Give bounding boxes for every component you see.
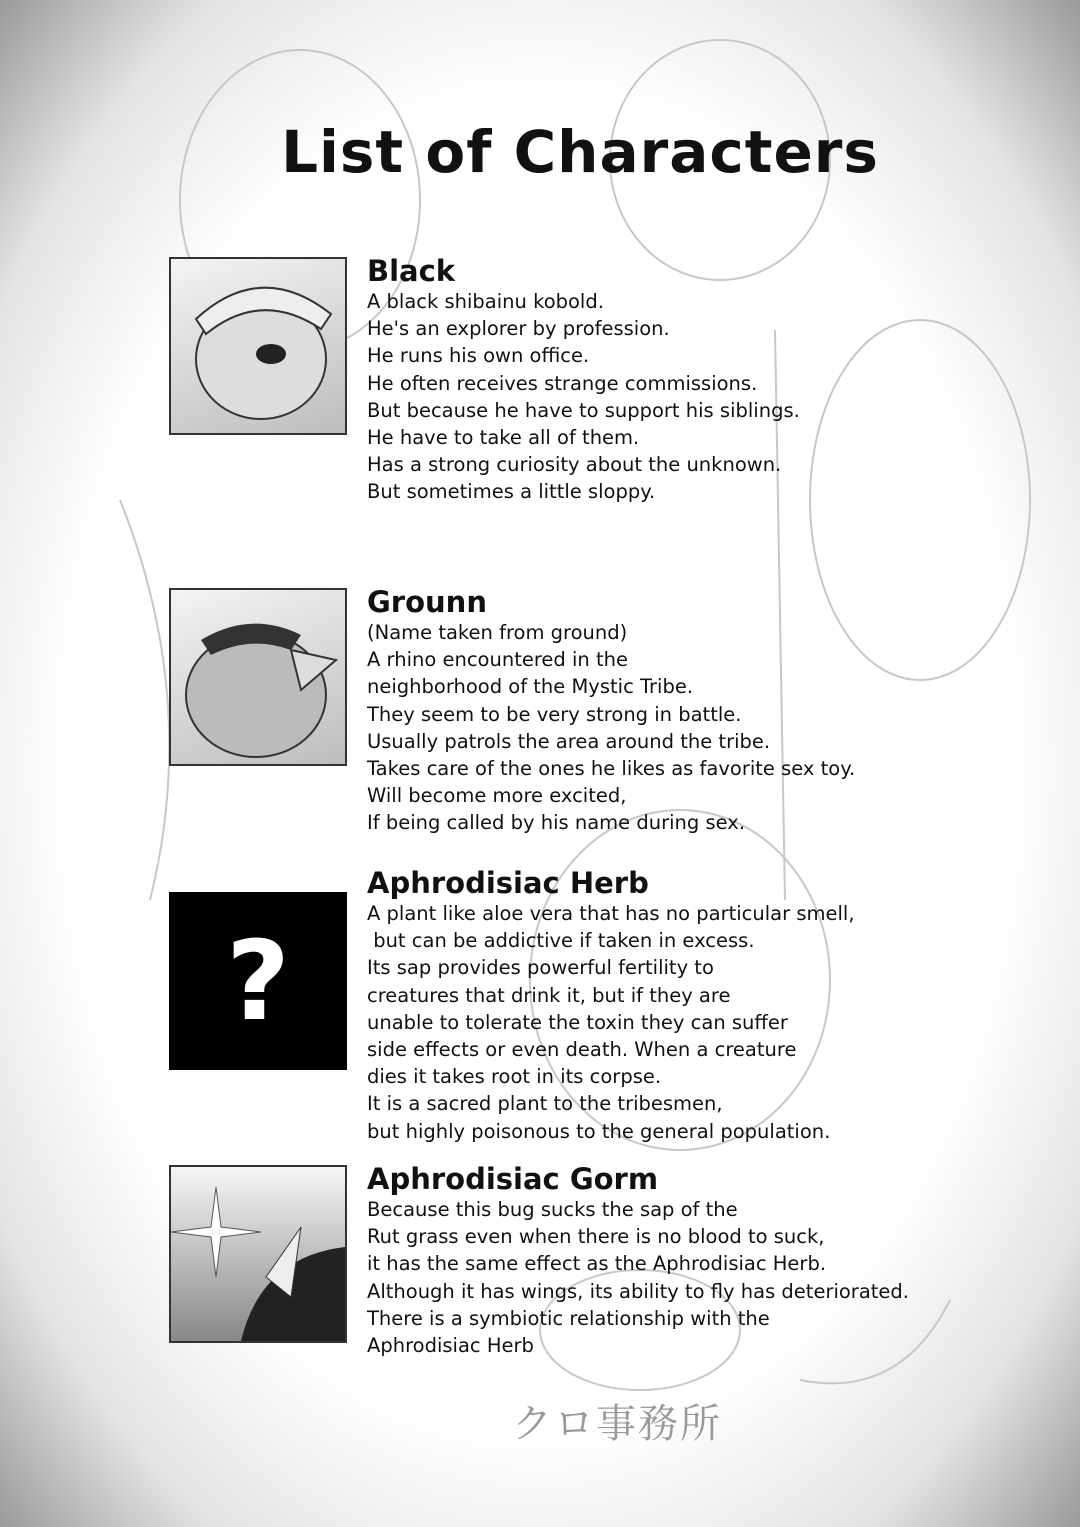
description-line: Has a strong curiosity about the unknown. — [367, 453, 782, 477]
description-line: (Name taken from ground) — [367, 621, 628, 644]
gorm-portrait — [169, 1165, 347, 1343]
rhino-face-icon — [171, 590, 345, 764]
description-line: He runs his own office. — [367, 344, 590, 368]
herb-portrait — [169, 892, 347, 1070]
description-line: unable to tolerate the toxin they can suffer — [367, 1010, 788, 1034]
page-title: List of Characters — [281, 118, 879, 186]
description-line: A black shibainu kobold. — [367, 290, 604, 313]
description-line: A rhino encountered in the — [367, 648, 628, 672]
character-entry-herb — [367, 866, 1007, 1145]
description-line: Aphrodisiac Herb — [367, 1334, 534, 1358]
description-line: Will become more excited, — [367, 784, 627, 808]
studio-watermark: クロ事務所 — [512, 1401, 722, 1447]
description-line: He have to take all of them. — [367, 426, 640, 450]
description-line: If being called by his name during sex. — [367, 811, 746, 835]
grounn-portrait — [169, 588, 347, 766]
description-line: But because he have to support his siblings. — [367, 398, 800, 422]
description-line: He often receives strange commissions. — [367, 371, 758, 395]
description-line: Although it has wings, its ability to fly has deteriorated. — [367, 1279, 909, 1303]
description-line: It is a sacred plant to the tribesmen, — [367, 1092, 723, 1116]
character-name: Aphrodisiac Herb — [367, 866, 649, 900]
character-entry-gorm — [367, 1162, 1007, 1359]
black-portrait — [169, 257, 347, 435]
description-line: Because this bug sucks the sap of the — [367, 1198, 738, 1221]
description-line: He's an explorer by profession. — [367, 317, 670, 341]
character-name: Grounn — [367, 585, 487, 619]
character-entry-black — [367, 254, 1007, 506]
description-line: But sometimes a little sloppy. — [367, 480, 656, 504]
description-line: but can be addictive if taken in excess. — [367, 929, 755, 953]
description-line: Usually patrols the area around the tribe. — [367, 729, 771, 753]
character-entry-grounn — [367, 585, 1007, 837]
description-line: There is a symbiotic relationship with the — [367, 1306, 770, 1330]
description-line: dies it takes root in its corpse. — [367, 1065, 662, 1089]
description-line: side effects or even death. When a creature — [367, 1038, 797, 1062]
description-line: creatures that drink it, but if they are — [367, 983, 731, 1007]
description-line: Takes care of the ones he likes as favorite sex toy. — [367, 757, 856, 781]
kobold-face-icon — [171, 259, 345, 433]
question-mark-icon: ? — [226, 917, 290, 1045]
bug-icon — [171, 1167, 345, 1341]
description-line: neighborhood of the Mystic Tribe. — [367, 675, 694, 699]
character-name: Black — [367, 254, 456, 288]
description-line: They seem to be very strong in battle. — [367, 702, 742, 726]
character-name: Aphrodisiac Gorm — [367, 1162, 659, 1196]
description-line: A plant like aloe vera that has no particular smell, — [367, 902, 855, 925]
description-line: but highly poisonous to the general population. — [367, 1119, 831, 1143]
description-line: Its sap provides powerful fertility to — [367, 956, 714, 980]
description-line: it has the same effect as the Aphrodisiac Herb. — [367, 1252, 827, 1276]
description-line: Rut grass even when there is no blood to suck, — [367, 1225, 825, 1249]
